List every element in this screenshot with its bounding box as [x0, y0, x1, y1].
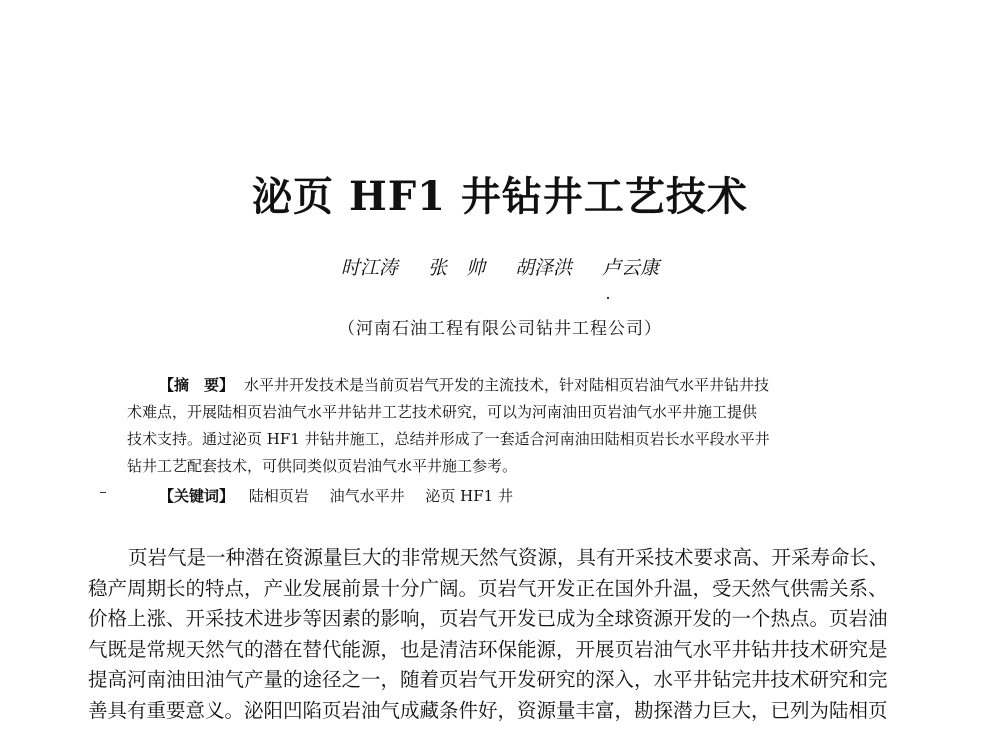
scan-mark	[100, 492, 106, 493]
body-line: 页岩气是一种潜在资源量巨大的非常规天然气资源，具有开采技术要求高、开采寿命长、	[128, 546, 889, 569]
abstract-line: 钻井工艺配套技术，可供同类似页岩油气水平井施工参考。	[127, 457, 518, 475]
body-line: 气既是常规天然气的潜在替代能源，也是清洁环保能源，开展页岩油气水平井钻井技术研究是	[88, 637, 888, 661]
paper-title: 泌页 HF1 井钻井工艺技术	[252, 173, 748, 220]
abstract	[127, 372, 867, 480]
author-name: 胡泽洪	[515, 257, 573, 279]
body-line: 稳产周期长的特点，产业发展前景十分广阔。页岩气开发正在国外升温，受天然气供需关系、	[88, 576, 888, 600]
body-line: 价格上涨、开采技术进步等因素的影响，页岩气开发已成为全球资源开发的一个热点。页岩油	[88, 607, 888, 630]
author-name: 时江涛	[340, 257, 398, 279]
scan-speck	[607, 297, 609, 299]
author-list	[0, 254, 1000, 282]
keyword: 油气水平井	[329, 487, 405, 505]
keyword: 泌页 HF1 井	[425, 487, 513, 505]
abstract-line: 术难点，开展陆相页岩油气水平井钻井工艺技术研究，可以为河南油田页岩油气水平井施工提供	[127, 403, 758, 421]
author-name: 张 帅	[427, 257, 485, 279]
keyword: 陆相页岩	[248, 487, 309, 505]
affiliation: （河南石油工程有限公司钻井工程公司）	[338, 319, 662, 339]
author-name: 卢云康	[602, 257, 660, 279]
body-paragraph	[88, 543, 918, 726]
abstract-line: 技术支持。通过泌页 HF1 井钻井施工，总结并形成了一套适合河南油田陆相页岩长水平段水平井	[127, 430, 770, 448]
keywords-label: 【关键词】	[159, 487, 235, 505]
body-line: 提高河南油田油气产量的途径之一，随着页岩气开发研究的深入，水平井钻完井技术研究和完	[88, 668, 888, 691]
body-line: 善具有重要意义。泌阳凹陷页岩油气成藏条件好，资源量丰富，勘探潜力巨大，已列为陆相页	[88, 698, 888, 722]
abstract-line	[127, 372, 867, 399]
keywords	[159, 483, 529, 510]
abstract-label: 【摘 要】	[159, 376, 235, 394]
abstract-text: 水平井开发技术是当前页岩气开发的主流技术，针对陆相页岩油气水平井钻井技	[244, 376, 770, 394]
